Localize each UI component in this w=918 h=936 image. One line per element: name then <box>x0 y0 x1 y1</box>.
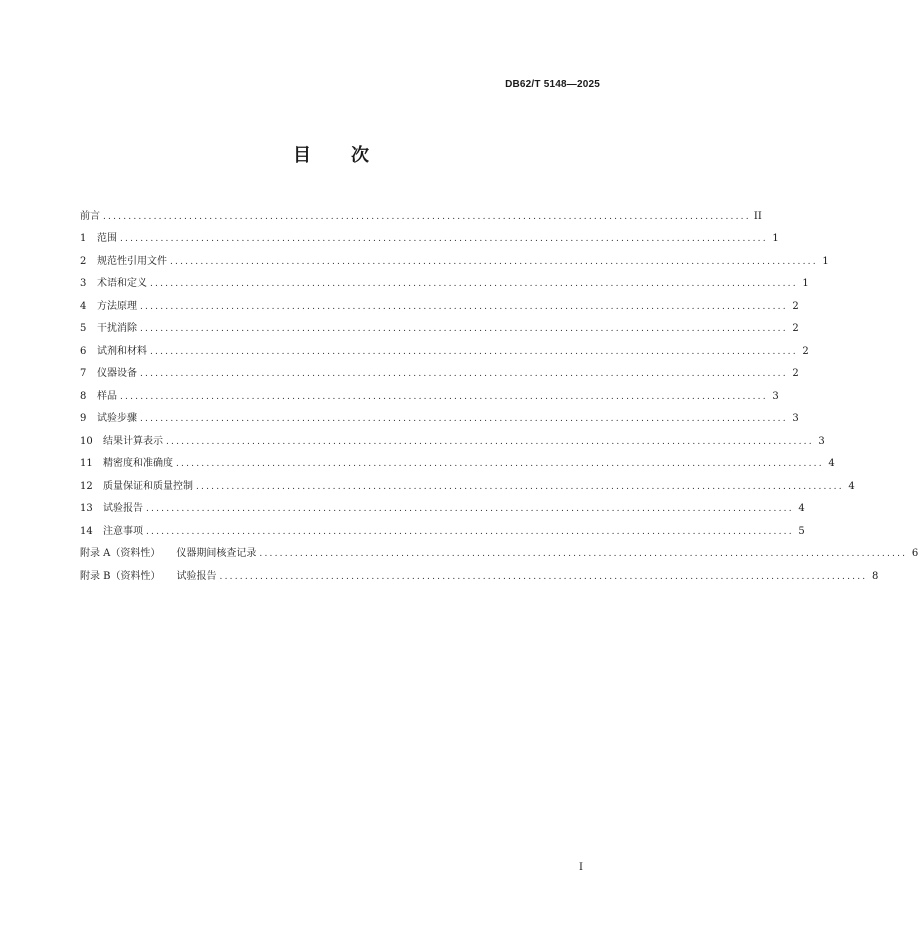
toc-page-number: 1 <box>772 233 779 244</box>
toc-page-number: 2 <box>792 323 799 334</box>
toc-label: 结果计算表示 <box>103 435 163 447</box>
toc-entry-2[interactable] <box>80 245 829 268</box>
toc-leader-dots: ................................................................................................................................ <box>219 571 868 582</box>
toc-entry-1[interactable] <box>80 223 779 246</box>
toc-entry-4[interactable] <box>80 290 799 313</box>
toc-page-number: 2 <box>802 345 809 357</box>
toc-label: 仪器设备 <box>97 368 137 379</box>
toc-label: 质量保证和质量控制 <box>103 480 193 492</box>
toc-number: 7 <box>80 368 87 379</box>
toc-entry-12[interactable] <box>80 470 855 493</box>
toc-entry-13[interactable] <box>80 493 805 516</box>
toc-entry-10[interactable] <box>80 425 825 448</box>
toc-leader-dots: ................................................................................................................................ <box>150 279 798 289</box>
toc-page-number: 4 <box>828 458 835 469</box>
toc-label: 试验报告 <box>103 503 143 514</box>
toc-page-number: 5 <box>798 525 805 537</box>
toc-entry-annex-b[interactable] <box>80 560 879 583</box>
toc-label: 规范性引用文件 <box>97 255 167 267</box>
page-number: I <box>579 862 583 873</box>
toc-label: 干扰消除 <box>97 323 137 334</box>
toc-page-number: 3 <box>792 413 799 424</box>
toc-entry-5[interactable] <box>80 313 799 336</box>
toc-number: 11 <box>80 458 93 469</box>
page-title <box>0 141 662 167</box>
title-char-1: 目 <box>293 145 311 166</box>
toc-number: 8 <box>80 390 87 402</box>
toc-leader-dots: ................................................................................................................................ <box>120 234 768 244</box>
toc-number: 5 <box>80 323 87 334</box>
toc-label: 仪器期间核查记录 <box>176 548 257 559</box>
toc-page-number: II <box>753 210 762 222</box>
toc-number: 14 <box>80 525 93 537</box>
toc-label: 试剂和材料 <box>97 345 147 357</box>
table-of-contents <box>80 200 918 583</box>
toc-label: 试验报告 <box>176 570 217 582</box>
toc-number: 4 <box>80 300 87 312</box>
toc-page-number: 4 <box>798 503 805 514</box>
toc-number: 6 <box>80 345 87 357</box>
toc-label: 精密度和准确度 <box>103 458 173 469</box>
toc-number: 1 <box>80 233 87 244</box>
toc-page-number: 8 <box>871 570 879 582</box>
toc-page-number: 2 <box>792 368 799 379</box>
toc-number: 2 <box>80 255 87 267</box>
toc-entry-11[interactable] <box>80 448 835 471</box>
toc-leader-dots: ................................................................................................................................ <box>150 346 798 357</box>
toc-page-number: 2 <box>792 300 799 312</box>
toc-leader-dots: ................................................................................................................................ <box>140 414 788 424</box>
toc-number: 3 <box>80 278 87 289</box>
toc-label: 注意事项 <box>103 525 143 537</box>
toc-leader-dots: ................................................................................................................................ <box>166 436 814 447</box>
toc-entry-8[interactable] <box>80 380 779 403</box>
title-char-2: 次 <box>351 145 369 166</box>
toc-entry-6[interactable] <box>80 335 809 358</box>
toc-leader-dots: ................................................................................................................................ <box>140 324 788 334</box>
toc-leader-dots: ................................................................................................................................ <box>170 256 818 267</box>
toc-label: 试验步骤 <box>97 413 137 424</box>
toc-label: 范围 <box>97 233 117 244</box>
toc-leader-dots: ................................................................................................................................ <box>103 211 751 222</box>
toc-label: 方法原理 <box>97 300 137 312</box>
toc-entry-annex-a[interactable] <box>80 538 918 561</box>
toc-leader-dots: ................................................................................................................................ <box>120 391 768 402</box>
toc-leader-dots: ................................................................................................................................ <box>196 481 844 492</box>
toc-entry-14[interactable] <box>80 515 805 538</box>
toc-page-number: 3 <box>772 390 779 402</box>
toc-label: 前言 <box>80 210 100 222</box>
toc-number: 12 <box>80 480 93 492</box>
toc-leader-dots: ................................................................................................................................ <box>140 369 788 379</box>
toc-entry-3[interactable] <box>80 268 809 291</box>
toc-page-number: 1 <box>802 278 809 289</box>
toc-label: 样品 <box>97 390 117 402</box>
toc-entry-9[interactable] <box>80 403 799 426</box>
toc-page-number: 4 <box>848 480 855 492</box>
toc-page-number: 1 <box>822 255 829 267</box>
toc-label: 术语和定义 <box>97 278 147 289</box>
toc-number: 13 <box>80 503 93 514</box>
toc-annex-label: 附录 B（资料性） <box>80 570 161 582</box>
toc-entry-7[interactable] <box>80 358 799 381</box>
toc-leader-dots: ................................................................................................................................ <box>140 301 788 312</box>
toc-entry-foreword[interactable] <box>80 200 762 223</box>
toc-leader-dots: ................................................................................................................................ <box>146 504 794 514</box>
toc-leader-dots: ................................................................................................................................ <box>146 526 794 537</box>
document-code: DB62/T 5148—2025 <box>505 79 600 90</box>
toc-number: 9 <box>80 413 87 424</box>
toc-leader-dots: ................................................................................................................................ <box>176 459 824 469</box>
toc-number: 10 <box>80 435 93 447</box>
toc-annex-label: 附录 A（资料性） <box>80 548 161 559</box>
toc-leader-dots: ................................................................................................................................ <box>259 549 908 559</box>
toc-page-number: 3 <box>818 435 825 447</box>
toc-page-number: 6 <box>911 548 918 559</box>
